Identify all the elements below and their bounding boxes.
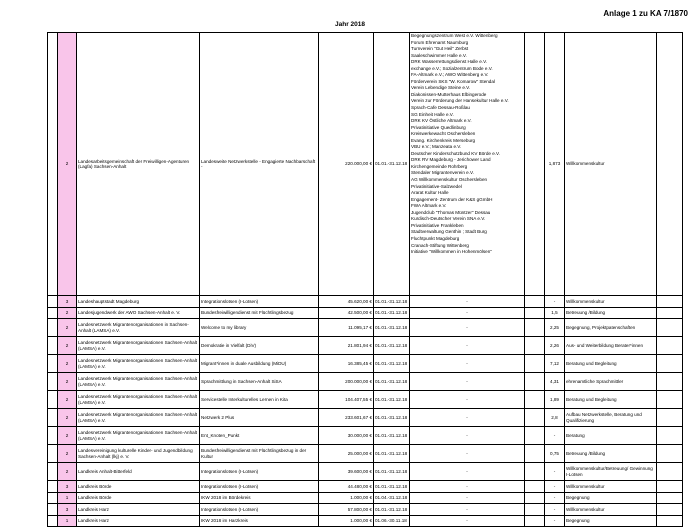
table-row <box>48 373 683 391</box>
priority-cell: 1 <box>58 515 77 527</box>
priority-cell: 3 <box>58 296 77 308</box>
count-cell: 4,31 <box>545 373 565 391</box>
project-cell: Integrationslotsen (I-Lotsen) <box>200 463 319 481</box>
period-cell: 01.01.-31.12.18 <box>374 504 410 516</box>
organisation-cell: Landesjugendwerk der AWO Sachsen-Anhalt e. V. <box>77 307 200 319</box>
category-cell: Beratung <box>565 427 657 445</box>
category-cell: Willkommenskultur <box>565 296 657 308</box>
annex-label: Anlage 1 zu KA 7/1870 <box>603 9 688 18</box>
amount-cell: 57.800,00 € <box>319 504 374 516</box>
priority-cell: 3 <box>58 481 77 493</box>
category-cell: ehrenamtliche Sprachmittler <box>565 373 657 391</box>
period-cell: 01.01.-31.12.18 <box>374 427 410 445</box>
empty-cell <box>525 463 545 481</box>
empty-cell <box>657 355 683 373</box>
amount-cell: 42.500,00 € <box>319 307 374 319</box>
category-cell: Betreuung /Bildung <box>565 307 657 319</box>
count-cell: 1,873 <box>545 33 565 296</box>
project-cell: Servicestelle Interkulturelles Lernen in Kita <box>200 391 319 409</box>
empty-cell <box>525 515 545 527</box>
organisation-cell: Landkreis Börde <box>77 492 200 504</box>
table-row <box>48 492 683 504</box>
organisation-cell: Landesnetzwerk Migrantenorganisationen Sachsen-Anhalt (LAMSA) e.V. <box>77 355 200 373</box>
category-cell: Betreuung /Bildung <box>565 445 657 463</box>
period-cell: 01.06.-30.11.18 <box>374 515 410 527</box>
col-a <box>48 337 58 355</box>
partners-cell: - <box>410 504 525 516</box>
col-a <box>48 445 58 463</box>
empty-cell <box>657 373 683 391</box>
period-cell: 01.01.-31.12.18 <box>374 445 410 463</box>
partner-item: Verein Lebendige Steine e.V. <box>411 85 471 91</box>
organisation-cell: Landkreis Harz <box>77 504 200 516</box>
amount-cell: 233.601,67 € <box>319 409 374 427</box>
empty-cell <box>657 481 683 493</box>
partner-item: Deutscher Kinderschutzbund KV Börde e.V. <box>411 150 500 156</box>
table-row <box>48 355 683 373</box>
priority-cell: 2 <box>58 355 77 373</box>
partners-cell: - <box>410 409 525 427</box>
partner-item: DRK Wasserrettungsdienst Halle e.V. <box>411 59 488 65</box>
empty-cell <box>525 319 545 337</box>
col-a <box>48 391 58 409</box>
count-cell: 2,26 <box>545 337 565 355</box>
empty-cell <box>525 296 545 308</box>
empty-cell <box>525 504 545 516</box>
partner-item: Evang. Kirchenkreis Merseburg <box>411 137 476 143</box>
priority-cell: 2 <box>58 337 77 355</box>
partners-cell: - <box>410 337 525 355</box>
partners-cell: - <box>410 307 525 319</box>
period-cell: 01.01.-31.12.18 <box>374 337 410 355</box>
organisation-cell: Landesvereinigung kulturelle Kinder- und Jugendbildung Sachsen-Anhalt (lkj) e. V. <box>77 445 200 463</box>
partners-cell: - <box>410 492 525 504</box>
partner-item: Fluchtpunkt Magdeburg <box>411 235 460 241</box>
col-a <box>48 319 58 337</box>
project-cell: Demokratie in Vielfalt (DiV) <box>200 337 319 355</box>
priority-cell: 2 <box>58 33 77 296</box>
count-cell: - <box>545 515 565 527</box>
priority-cell: 2 <box>58 373 77 391</box>
partner-item: exchange e.V.; Sozialzentrum Bode e.V. <box>411 65 493 71</box>
col-a <box>48 409 58 427</box>
partner-item: Kreiswerkewacht Oschersleben <box>411 131 476 137</box>
empty-cell <box>657 296 683 308</box>
amount-cell: 45.620,00 € <box>319 296 374 308</box>
amount-cell: 30.000,00 € <box>319 427 374 445</box>
empty-cell <box>657 504 683 516</box>
partner-item: Stadtverwaltung Genthin ; Stadt Burg <box>411 229 487 235</box>
period-cell: 01.01.-31.12.18 <box>374 373 410 391</box>
category-cell: Beratung und Begleitung <box>565 355 657 373</box>
partners-cell: - <box>410 463 525 481</box>
project-cell: Integrationslotsen (I-Lotsen) <box>200 296 319 308</box>
count-cell: - <box>545 296 565 308</box>
partners-cell: - <box>410 296 525 308</box>
col-a <box>48 307 58 319</box>
project-cell: Bundesfreiwilligendienst mit Flüchtlingsbezug in der Kultur <box>200 445 319 463</box>
partner-item: Kurdisch-Deutscher Verein SNA e.V. <box>411 216 486 222</box>
empty-cell <box>525 337 545 355</box>
count-cell: - <box>545 504 565 516</box>
amount-cell: 1.000,00 € <box>319 492 374 504</box>
table-row <box>48 391 683 409</box>
amount-cell: 200.000,00 € <box>319 373 374 391</box>
empty-cell <box>525 492 545 504</box>
period-cell: 01.01.-31.12.18 <box>374 391 410 409</box>
table-row <box>48 33 683 296</box>
empty-cell <box>657 515 683 527</box>
table-row <box>48 504 683 516</box>
partner-item: Kirchengemeinde Rohrberg <box>411 163 468 169</box>
project-cell: IKW 2018 im Harzkreis <box>200 515 319 527</box>
empty-cell <box>657 492 683 504</box>
table-row <box>48 409 683 427</box>
count-cell: - <box>545 481 565 493</box>
empty-cell <box>525 373 545 391</box>
project-cell: Welcome to my library <box>200 319 319 337</box>
priority-cell: 2 <box>58 319 77 337</box>
count-cell: 2,8 <box>545 409 565 427</box>
priority-cell: 2 <box>58 307 77 319</box>
period-cell: 01.01.-31.12.18 <box>374 463 410 481</box>
organisation-cell: Landesnetzwerk Migrantenorganisationen in Sachsen-Anhalt (LAMSA) e.V. <box>77 319 200 337</box>
col-a <box>48 355 58 373</box>
amount-cell: 44.480,00 € <box>319 481 374 493</box>
partner-item: Jugendclub "Thomas Müntzer" Dessau <box>411 209 491 215</box>
project-cell: Integrationslotsen (I-Lotsen) <box>200 481 319 493</box>
category-cell: Begegnung <box>565 515 657 527</box>
partner-item: Stendaler Migrantenverein e.V. <box>411 170 474 176</box>
amount-cell: 39.600,00 € <box>319 463 374 481</box>
col-a <box>48 427 58 445</box>
partner-item: Sprach-Cafe Dessau-Roßlau <box>411 105 470 111</box>
col-a <box>48 463 58 481</box>
count-cell: 0,75 <box>545 445 565 463</box>
empty-cell <box>525 427 545 445</box>
partners-cell: - <box>410 319 525 337</box>
table-row <box>48 481 683 493</box>
category-cell: Beratung und Begleitung <box>565 391 657 409</box>
partner-item: AG Willkommenskultur Oschersleben <box>411 177 488 183</box>
priority-cell: 3 <box>58 504 77 516</box>
count-cell: - <box>545 492 565 504</box>
project-cell: Netzwerk 2 Plus <box>200 409 319 427</box>
partner-item: Forum Ehrenamt Naumburg <box>411 39 469 45</box>
amount-cell: 16.385,45 € <box>319 355 374 373</box>
partner-item: DRK KV Östliche Altmark e.V. <box>411 118 472 124</box>
category-cell: Begegnung <box>565 492 657 504</box>
table-row <box>48 337 683 355</box>
period-cell: 01.01.-31.12.18 <box>374 307 410 319</box>
col-a <box>48 373 58 391</box>
partner-item: Turnverein "Gut Heil" Zerbst <box>411 46 469 52</box>
count-cell: - <box>545 463 565 481</box>
empty-cell <box>525 481 545 493</box>
partner-item: Privatinitiative-Salzwedel <box>411 183 462 189</box>
category-cell: Aufbau Netzwerkstelle, Beratung und Qualifizierung <box>565 409 657 427</box>
project-cell: Sprachmittlung in Sachsen-Anhalt SiSA <box>200 373 319 391</box>
partners-cell <box>410 33 525 296</box>
amount-cell: 220.000,00 € <box>319 33 374 296</box>
partners-cell: - <box>410 445 525 463</box>
partner-item: DRK RV Magdeburg - Jerichower Land <box>411 157 491 163</box>
table-row <box>48 307 683 319</box>
project-cell: Landesweite Netzwerkstelle - Engagierte Nachbarschaft - <box>200 33 319 296</box>
empty-cell <box>525 307 545 319</box>
empty-cell <box>657 427 683 445</box>
empty-cell <box>657 307 683 319</box>
partner-item: Privatinitiative Quedlinburg <box>411 124 466 130</box>
empty-cell <box>657 319 683 337</box>
col-a <box>48 504 58 516</box>
partner-item: Privatinitiative Frankleben <box>411 222 464 228</box>
empty-cell <box>657 391 683 409</box>
period-cell: 01.01.-31.12.18 <box>374 319 410 337</box>
partner-item: Initiative "Willkommen in Hohenmölsen" <box>411 249 492 255</box>
empty-cell <box>525 391 545 409</box>
period-cell: 01.01.-31.12.18 <box>374 296 410 308</box>
partner-item: Diakonissen-Mutterhaus Elbingerode <box>411 91 487 97</box>
period-cell: 01.01.-31.12.18 <box>374 481 410 493</box>
partners-cell: - <box>410 515 525 527</box>
partner-item: FA-Altmark e.V.; AWO Wittenberg e.V. <box>411 72 489 78</box>
project-cell: Ent_Knoten_Punkt <box>200 427 319 445</box>
category-cell: Begegnung, Projektpatenschaften <box>565 319 657 337</box>
partners-cell: - <box>410 481 525 493</box>
period-cell: 01.01.-31.12.18 <box>374 355 410 373</box>
priority-cell: 2 <box>58 409 77 427</box>
project-cell: Integrationslotsen (I-Lotsen) <box>200 504 319 516</box>
table-row <box>48 427 683 445</box>
amount-cell: 1.000,00 € <box>319 515 374 527</box>
count-cell: 1,5 <box>545 307 565 319</box>
partners-cell: - <box>410 373 525 391</box>
priority-cell: 2 <box>58 391 77 409</box>
partners-cell: - <box>410 391 525 409</box>
organisation-cell: Landesnetzwerk Migrantenorganisationen Sachsen-Anhalt (LAMSA) e.V. <box>77 373 200 391</box>
organisation-cell: Landesarbeitsgemeinschaft der Freiwilligen-Agenturen (Lagfa) Sachsen-Anhalt <box>77 33 200 296</box>
amount-cell: 104.407,55 € <box>319 391 374 409</box>
category-cell: Willkommenskultur <box>565 481 657 493</box>
project-cell: IKW 2018 im Bördekreis <box>200 492 319 504</box>
amount-cell: 11.095,17 € <box>319 319 374 337</box>
partner-item: Saaleschwimmer Halle e.V. <box>411 52 467 58</box>
period-cell: 01.01.-31.12.18 <box>374 409 410 427</box>
empty-cell <box>525 409 545 427</box>
organisation-cell: Landesnetzwerk Migrantenorganisationen Sachsen-Anhalt (LAMSA) e.V. <box>77 391 200 409</box>
priority-cell: 2 <box>58 463 77 481</box>
table-row <box>48 319 683 337</box>
partner-item: Förderverein SKS "W. Komarow" Stendal <box>411 78 495 84</box>
partner-item: Verein zur Förderung der Hansekultur Halle e.V. <box>411 98 509 104</box>
year-heading: Jahr 2018 <box>335 21 365 28</box>
priority-cell: 2 <box>58 445 77 463</box>
empty-cell <box>525 445 545 463</box>
partner-item: Engagement- Zentrum der K&S gGmbH <box>411 196 493 202</box>
col-a <box>48 481 58 493</box>
count-cell: 7,12 <box>545 355 565 373</box>
empty-cell <box>657 445 683 463</box>
table-row <box>48 296 683 308</box>
period-cell: 01.01.-31.12.18 <box>374 33 410 296</box>
col-a <box>48 492 58 504</box>
empty-cell <box>657 33 683 296</box>
priority-cell: 2 <box>58 427 77 445</box>
partners-cell: - <box>410 427 525 445</box>
organisation-cell: Landeshauptstadt Magdeburg <box>77 296 200 308</box>
amount-cell: 21.801,94 € <box>319 337 374 355</box>
organisation-cell: Landesnetzwerk Migrantenorganisationen Sachsen-Anhalt (LAMSA) e.V. <box>77 427 200 445</box>
organisation-cell: Landesnetzwerk Migrantenorganisationen Sachsen-Anhalt (LAMSA) e.V. <box>77 409 200 427</box>
partner-item: VBU e.V.; Manzeata e.V. <box>411 144 462 150</box>
count-cell: - <box>545 427 565 445</box>
partner-item: Ararat Kultur Halle <box>411 190 449 196</box>
table-row <box>48 463 683 481</box>
category-cell: Willkommenskultur <box>565 33 657 296</box>
partner-item: FWA Altmark e.V. <box>411 203 447 209</box>
amount-cell: 25.000,00 € <box>319 445 374 463</box>
count-cell: 1,89 <box>545 391 565 409</box>
project-cell: Migrant*innen in duale Ausbildung (MiDU) <box>200 355 319 373</box>
empty-cell <box>525 33 545 296</box>
category-cell: Willkommenskultur/Betreuung/ Gewinnung I-Lotsen <box>565 463 657 481</box>
count-cell: 2,25 <box>545 319 565 337</box>
project-cell: Bundesfreiwilligendienst mit Flüchtlingsbezug <box>200 307 319 319</box>
organisation-cell: Landkreis Börde <box>77 481 200 493</box>
col-a <box>48 296 58 308</box>
empty-cell <box>525 355 545 373</box>
document-header <box>0 3 700 21</box>
table-row <box>48 445 683 463</box>
empty-cell <box>657 463 683 481</box>
funding-table <box>47 32 683 527</box>
category-cell: Willkommenskultur <box>565 504 657 516</box>
col-a <box>48 515 58 527</box>
priority-cell: 1 <box>58 492 77 504</box>
empty-cell <box>657 337 683 355</box>
table-row <box>48 515 683 527</box>
partner-item: Begegnungszentrum West e.V. Wittenberg <box>411 33 498 38</box>
period-cell: 01.04.-31.12.18 <box>374 492 410 504</box>
partners-cell: - <box>410 355 525 373</box>
organisation-cell: Landesnetzwerk Migrantenorganisationen Sachsen-Anhalt (LAMSA) e.V. <box>77 337 200 355</box>
col-a <box>48 33 58 296</box>
partner-item: Cranach-Stiftung Wittenberg <box>411 242 469 248</box>
empty-cell <box>657 409 683 427</box>
category-cell: Aus- und Weiterbildung Berater*innen <box>565 337 657 355</box>
organisation-cell: Landkreis Anhalt-Bitterfeld <box>77 463 200 481</box>
partner-item: SG Einheit Halle e.V. <box>411 111 454 117</box>
organisation-cell: Landkreis Harz <box>77 515 200 527</box>
